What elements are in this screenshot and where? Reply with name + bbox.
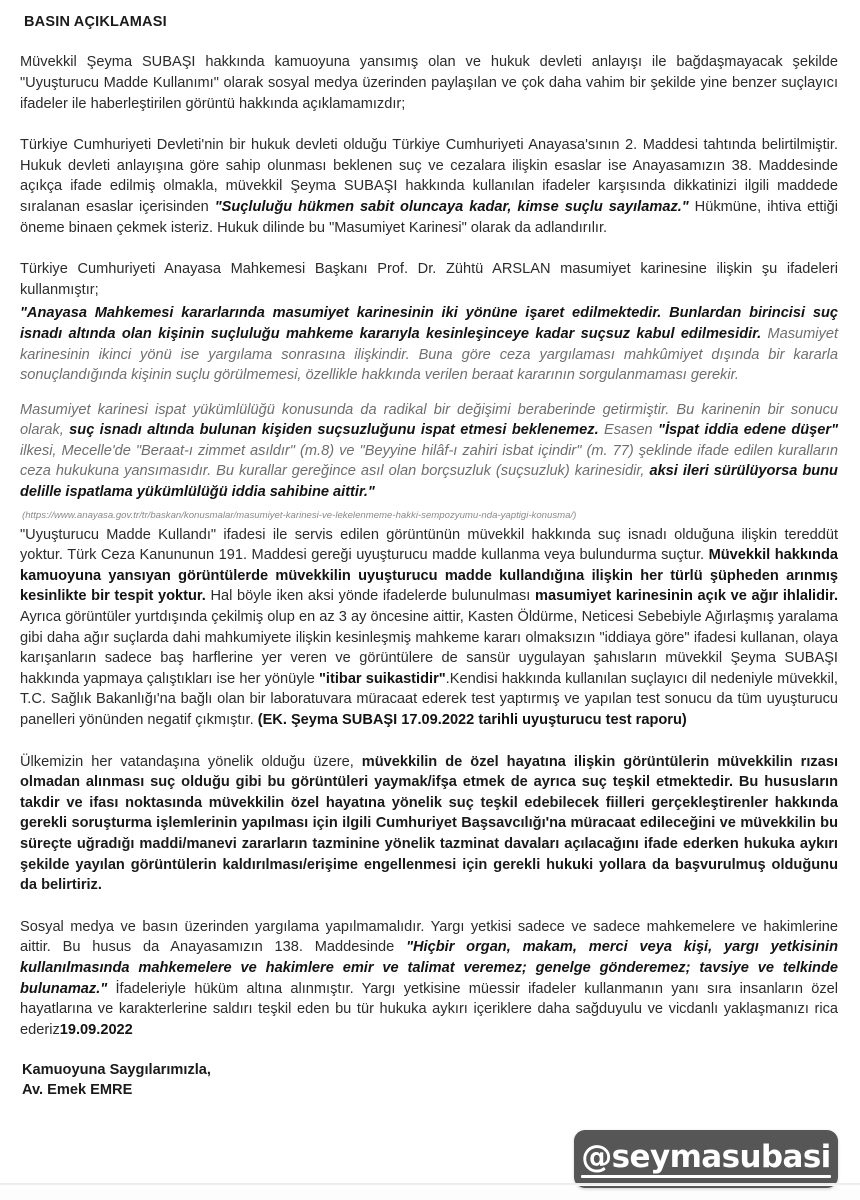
quote-block-two [20,400,838,503]
watermark-handle: @seymasubasi [581,1139,831,1175]
constitution-quote: "Suçluluğu hükmen sabit oluncaya kadar, kimse suçlu sayılamaz." [214,198,689,215]
quote-block-one [20,303,838,385]
bottom-rule [0,1183,860,1186]
allegation-part-4: .Kendisi hakkında kullanılan suçlayıcı dil nedeniyle müvekkil, T.C. Sağlık Bakanlığı'na bağlı olan bir laboratuvara müracaat ederek test yaptırmış ve yapılan test sonucu da tüm uyuşturucu panelleri yönünden negatif çıkmıştır. [20,670,838,729]
allegation-bold-2: masumiyet karinesinin açık ve ağır ihlalidir. [534,588,838,605]
paragraph-judiciary [20,917,838,1041]
judiciary-quote: "Hiçbir organ, makam, merci veya kişi, yargı yetkisinin kullanılmasında mahkemelere ve hakimlere emir ve talimat veremez; genelge gönderemez; tavsiye ve telkinde bulunamaz." [20,939,838,997]
judiciary-date: 19.09.2022 [59,1021,133,1038]
constitution-text-part-2: Hükmüne, ihtiva ettiği öneme binaen çekmek isteriz. Hukuk dilinde bu "Masumiyet Karinesi" olarak da adlandırılır. [20,198,838,236]
allegation-bold-3: "itibar suikastidir" [319,670,446,687]
paragraph-constitution [20,135,838,238]
source-url: (https://www.anayasa.gov.tr/tr/baskan/konusmalar/masumiyet-karinesi-ve-lekelenmeme-hakki-sempozyumu-nda-yaptigi-konusma/) [22,509,577,521]
quote-one-bold: "Anayasa Mahkemesi kararlarında masumiyet karinesinin iki yönüne işaret edilmektedir. Bunlardan birincisi suç isnadı altında olan kişinin suçluluğu mahkeme kararıyla kesinleşinceye kadar suçsuz kabul edilmesidir. [20,305,838,342]
judiciary-part-1: Sosyal medya ve basın üzerinden yargılama yapılmamalıdır. Yargı yetkisi sadece ve sadece mahkemelere ve hakimlerine aittir. Bu husus da Anayasamızın 138. Maddesinde [20,918,838,956]
quote-two-faint-3: ilkesi, Mecelle'de "Beraat-ı zimmet asıldır" (m.8) ve "Beyyine hilâf-ı zahiri isbat içindir" (m. 77) şeklinde ifade edilen kuralların ceza hukukuna yansımasıdır. Bu kurallar gereğince asıl olan borçsuzluk (suçsuzluk) karinesidir, [20,442,838,480]
paragraph-intro-text: Müvekkil Şeyma SUBAŞI hakkında kamuoyuna yansımış olan ve hukuk devleti anlayışı ile bağdaşmayacak şekilde "Uyuşturucu Madde Kullanımı" olarak sosyal medya üzerinden paylaşılan ve çok daha vahim bir şekilde yine benzer suçlayıcı ifadeler ile haberleştirilen görüntü hakkında açıklamamızdır; [20,54,838,112]
signature-name: Av. Emek EMRE [22,1081,133,1098]
paragraph-intro [20,52,838,114]
quote-two-bold-2: "İspat iddia edene düşer" [658,422,839,439]
signature-closing: Kamuoyuna Saygılarımızla, [22,1062,211,1079]
privacy-bold-1: müvekkilin de özel hayatına ilişkin görüntülerin müvekkilin rızası olmadan alınması suç olduğu gibi bu görüntüleri yaymak/ifşa etmek de ayrıca suç teşkil etmektedir. Bu hususların takdir ve ifası noktasında müvekkilin özel hayatına yönelik suç teşkil edebilecek fiilleri gerçekleştirenler hakkında gerekli soruşturma işlemlerinin yapılması için ilgili Cumhuriyet Başsavcılığı'na müracaat edileceğini ve müvekkilin bu süreçte uğradığı maddi/manevi zararların tazminine yönelik tazminat davaları açılacağını ifade ederken hukuka aykırı şekilde yayılan görüntülerin kaldırılması/erişime engellenmesi için gerekli hukuki yollara da başvurulmuş olduğunu da belirtiriz. [20,753,838,894]
allegation-part-3: Ayrıca görüntüler yurtdışında çekilmiş olup en az 3 ay öncesine aittir, Kasten Öldürme, Neticesi Sebebiyle Ağırlaşmış yaralama gibi daha ağır suçlarda dahi mahkumiyete ilişkin kesinleşmiş mahkeme kararı olmaksızın "iddiaya göre" ifadesi kullanan, olaya karışanların sadece baş harflerine yer veren ve görüntülere de sansür uygulayan şahısların müvekkil Şeyma SUBAŞI hakkında yapmaya çalıştıkları ise her yönüyle [20,609,838,687]
page-title: BASIN AÇIKLAMASI [24,14,167,30]
quote-two-faint-2: Esasen [598,422,659,439]
quote-two-bold-1: suç isnadı altında bulunan kişiden suçsuzluğunu ispat etmesi beklenemez. [69,422,599,439]
arslan-intro-text: Türkiye Cumhuriyeti Anayasa Mahkemesi Başkanı Prof. Dr. Zühtü ARSLAN masumiyet karinesine ilişkin şu ifadeleri kullanmıştır; [20,261,838,298]
allegation-bold-4-annex: (EK. Şeyma SUBAŞI 17.09.2022 tarihli uyuşturucu test raporu) [257,712,687,729]
paragraph-allegation [20,525,838,731]
quote-two-bold-3: aksi ileri sürülüyorsa bunu delille ispatlama yükümlülüğü iddia sahibine aittir." [20,463,838,501]
watermark-badge [574,1130,838,1188]
quote-two-faint-1: Masumiyet karinesi ispat yükümlülüğü konusunda da radikal bir değişimi beraberinde getirmiştir. Bu karinenin bir sonucu olarak, [20,401,838,439]
quote-one-faint: Masumiyet karinesinin ikinci yönü ise yargılama sonrasına ilişkindir. Buna göre ceza yargılaması mahkûmiyet dışında bir kararla sonuçlandığında kişinin suçlu görülmemesi, özellikle hakkında verilen beraat kararının sorgulanmaması gerekir. [20,325,838,384]
judiciary-part-2: İfadeleriyle hüküm altına alınmıştır. Yargı yetkisine müessir ifadeler kullanmanın yanı sıra insanların özel hayatlarına ve karakterlerine saldırı teşkil eden bu tür hukuka aykırı içeriklere daha sağduyulu ve vicdanlı yaklaşmanızı rica ederiz [20,980,838,1038]
watermark-inner [575,1140,836,1178]
watermark-underline [581,1175,830,1178]
allegation-bold-1: Müvekkil hakkında kamuoyuna yansıyan görüntülerde müvekkilin uyuşturucu madde kullandığına ilişkin her türlü şüpheden arınmış kesinlikte bir tespit yoktur. [20,547,839,605]
allegation-part-2: Hal böyle iken aksi yönde ifadelerde bulunulması [205,588,535,605]
privacy-part-1: Ülkemizin her vatandaşına yönelik olduğu üzere, [20,753,362,770]
paragraph-arslan-intro [20,259,838,300]
allegation-part-1: "Uyuşturucu Madde Kullandı" ifadesi ile servis edilen görüntünün müvekkil hakkında suç isnadı olduğuna ilişkin tereddüt yoktur. Türk Ceza Kanununun 191. Maddesi gereği uyuşturucu madde kullanma veya bulundurma suçtur. [20,526,838,564]
signature-block [20,1061,838,1100]
paragraph-privacy [20,752,838,896]
constitution-text-part-1: Türkiye Cumhuriyeti Devleti'nin bir hukuk devleti olduğu Türkiye Cumhuriyeti Anayasa'sının 2. Maddesi tahtında belirtilmiştir. Hukuk devleti anlayışına göre sahip olunması beklenen suç ve cezalara ilişkin esaslar ise Anayasamızın 38. Maddesinde açıkça ifade edilmiş olmakla, müvekkil Şeyma SUBAŞI hakkında kullanılan ifadeler karşısında dikkatinizi ilgili maddede sıralanan esaslar içerisinden [20,137,838,215]
